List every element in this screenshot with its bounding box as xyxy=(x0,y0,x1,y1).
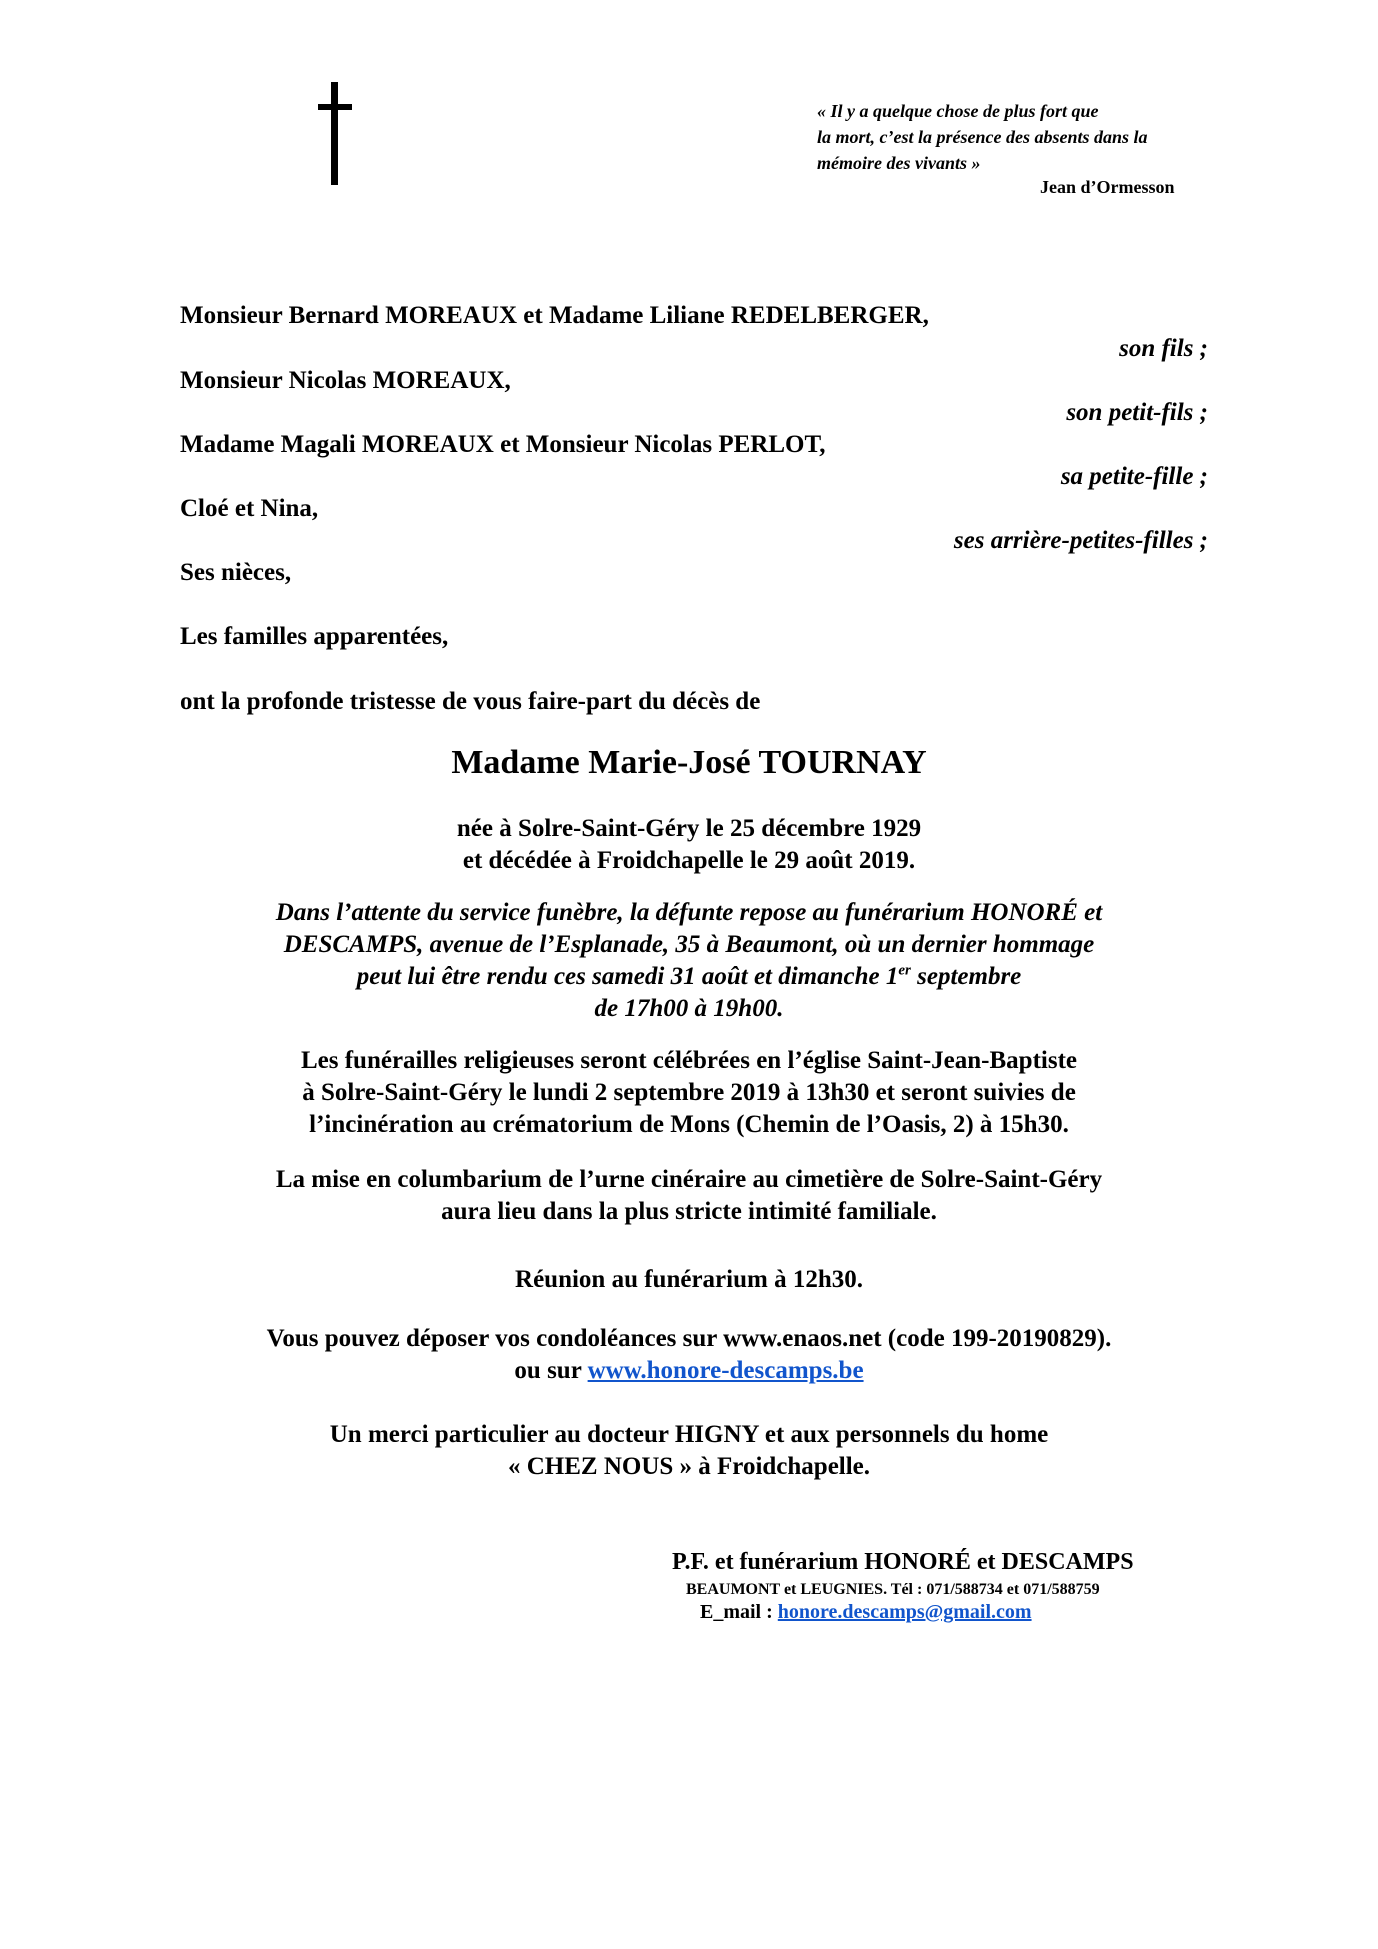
columbarium-line: aura lieu dans la plus stricte intimité familiale. xyxy=(441,1198,937,1225)
viewing-line: DESCAMPS, avenue de l’Esplanade, 35 à Beaumont, où un dernier hommage xyxy=(283,931,1095,958)
columbarium-info xyxy=(0,1164,1378,1228)
columbarium-line: La mise en columbarium de l’urne cinéraire au cimetière de Solre-Saint-Géry xyxy=(275,1166,1103,1193)
funeral-line: à Solre-Saint-Géry le lundi 2 septembre 2019 à 13h30 et seront suivies de xyxy=(302,1079,1076,1106)
quote xyxy=(817,98,1227,176)
family-member-name: Ses nièces, xyxy=(180,559,292,586)
condolences-line: ou sur www.honore-descamps.be xyxy=(514,1357,864,1384)
thanks-line: Un merci particulier au docteur HIGNY et aux personnels du home xyxy=(329,1421,1049,1448)
birth-line: née à Solre-Saint-Géry le 25 décembre 1929 xyxy=(456,815,922,842)
quote-line: « Il y a quelque chose de plus fort que xyxy=(817,101,1099,121)
funeral-line: l’incinération au crématorium de Mons (Chemin de l’Oasis, 2) à 15h30. xyxy=(309,1111,1069,1138)
funeral-line: Les funérailles religieuses seront célébrées en l’église Saint-Jean-Baptiste xyxy=(300,1047,1078,1074)
deceased-name: Madame Marie-José TOURNAY xyxy=(451,744,927,781)
death-line: et décédée à Froidchapelle le 29 août 2019. xyxy=(462,847,916,874)
viewing-line: Dans l’attente du service funèbre, la défunte repose au funérarium HONORÉ et xyxy=(275,899,1103,926)
quote-author: Jean d’Ormesson xyxy=(1040,177,1175,197)
funeral-info xyxy=(0,1045,1378,1141)
family-member-relation: ses arrière-petites-filles ; xyxy=(953,527,1208,554)
family-member-name: Monsieur Bernard MOREAUX et Madame Liliane REDELBERGER, xyxy=(180,302,929,329)
dates xyxy=(0,813,1378,877)
family-member-name: Monsieur Nicolas MOREAUX, xyxy=(180,367,511,394)
viewing-info xyxy=(0,897,1378,1025)
email-link[interactable]: honore.descamps@gmail.com xyxy=(777,1601,1032,1623)
family-member-name: Les familles apparentées, xyxy=(180,623,449,650)
quote-line: la mort, c’est la présence des absents dans la xyxy=(817,127,1148,147)
quote-line: mémoire des vivants » xyxy=(817,153,981,173)
family-member-relation: son petit-fils ; xyxy=(1066,399,1208,426)
family-member-name: Madame Magali MOREAUX et Monsieur Nicolas PERLOT, xyxy=(180,431,826,458)
funeral-home-contact: BEAUMONT et LEUGNIES. Tél : 071/588734 et 071/588759 xyxy=(686,1581,1100,1598)
reunion-info: Réunion au funérarium à 12h30. xyxy=(515,1266,863,1293)
family-member-relation: son fils ; xyxy=(1119,335,1208,362)
thanks-info xyxy=(0,1419,1378,1483)
thanks-line: « CHEZ NOUS » à Froidchapelle. xyxy=(507,1453,871,1480)
family-member-name: Cloé et Nina, xyxy=(180,495,319,522)
condolences-info xyxy=(0,1323,1378,1387)
website-link[interactable]: www.honore-descamps.be xyxy=(587,1357,864,1384)
funeral-home-name: P.F. et funérarium HONORÉ et DESCAMPS xyxy=(672,1549,1134,1575)
viewing-line: peut lui être rendu ces samedi 31 août et dimanche 1er septembre xyxy=(356,962,1022,990)
family-member-relation: sa petite-fille ; xyxy=(1060,463,1208,490)
funeral-home-email: E_mail : honore.descamps@gmail.com xyxy=(700,1601,1032,1623)
viewing-line: de 17h00 à 19h00. xyxy=(594,995,784,1022)
announcement: ont la profonde tristesse de vous faire-part du décès de xyxy=(180,688,761,715)
condolences-line: Vous pouvez déposer vos condoléances sur www.enaos.net (code 199-20190829). xyxy=(266,1325,1112,1352)
